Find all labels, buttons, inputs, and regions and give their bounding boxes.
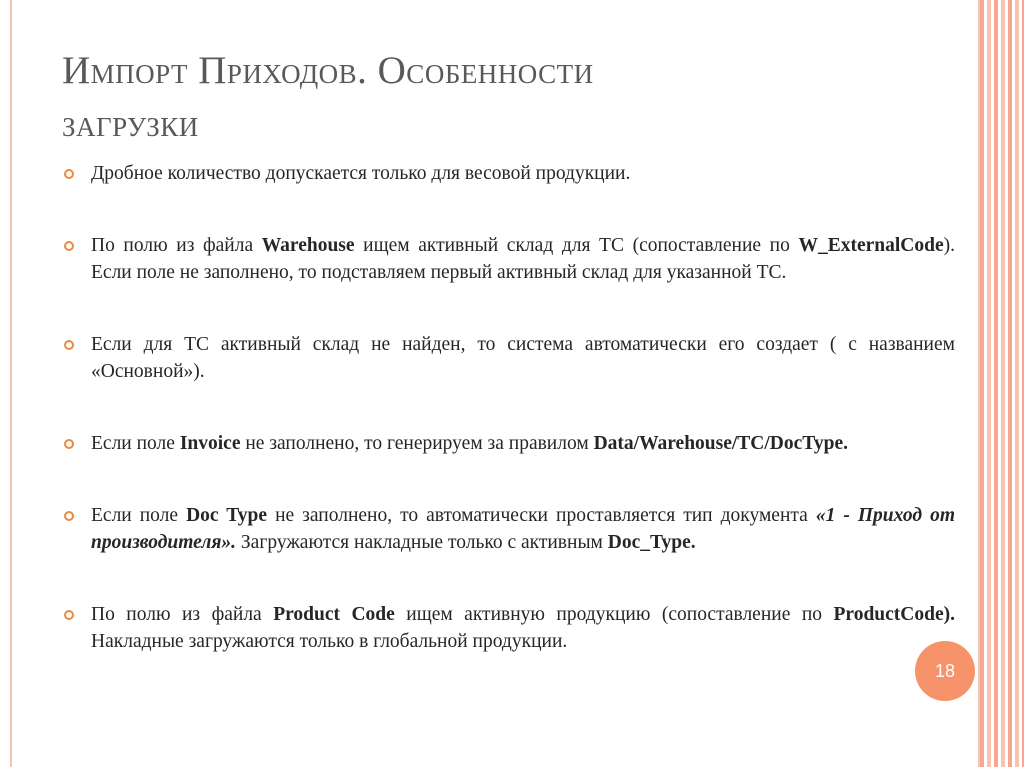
bullet-item-4 xyxy=(62,430,955,457)
bullet-4-text-b: не заполнено, то генерируем за правилом xyxy=(240,433,594,454)
bullet-circle-icon xyxy=(64,340,74,350)
slide-title xyxy=(62,44,922,150)
bullet-5-field-doc-type: Doc Type xyxy=(186,505,268,526)
bullet-5-field-doc-type-2: Doc_Type. xyxy=(607,532,696,553)
bullet-4-text-a: Если поле xyxy=(91,433,180,454)
title-line-1: Импорт Приходов. Особенности xyxy=(62,49,594,92)
bullet-4-rule: Data/Warehouse/TC/DocType. xyxy=(593,433,848,454)
bullet-circle-icon xyxy=(64,610,74,620)
bullet-list xyxy=(62,160,955,655)
bullet-2-text-c: ). Если поле не заполнено, то подставляем первый активный склад для указанной ТС. xyxy=(91,235,955,283)
bullet-item-1 xyxy=(62,160,955,187)
bullet-item-3 xyxy=(62,331,955,385)
bullet-3-text: Если для ТС активный склад не найден, то система автоматически его создает ( с названием «Основной»). xyxy=(91,334,955,382)
bullet-5-text-a: Если поле xyxy=(91,505,187,526)
bullet-item-5 xyxy=(62,502,955,556)
bullet-6-field-productcode: ProductCode). xyxy=(833,604,955,625)
bullet-circle-icon xyxy=(64,439,74,449)
bullet-6-field-product-code: Product Code xyxy=(273,604,395,625)
bullet-2-field-warehouse: Warehouse xyxy=(261,235,355,256)
decorative-stripes xyxy=(980,0,1024,767)
bullet-1-text: Дробное количество допускается только для весовой продукции. xyxy=(91,163,631,184)
bullet-6-text-a: По полю из файла xyxy=(91,604,274,625)
bullet-6-text-b: ищем активную продукцию (сопоставление по xyxy=(394,604,834,625)
bullet-circle-icon xyxy=(64,511,74,521)
bullet-5-text-c: Загружаются накладные только с активным xyxy=(236,532,608,553)
bullet-2-text-a: По полю из файла xyxy=(91,235,262,256)
bullet-5-doc-type-value: «1 - Приход от производителя». xyxy=(91,505,955,553)
bullet-2-text-b: ищем активный склад для ТС (сопоставление по xyxy=(354,235,799,256)
page-number-badge: 18 xyxy=(915,641,975,701)
bullet-2-field-external-code: W_ExternalCode xyxy=(798,235,944,256)
title-line-2: загрузки xyxy=(62,102,199,145)
bullet-item-6 xyxy=(62,601,955,655)
bullet-6-text-c: Накладные загружаются только в глобальной продукции. xyxy=(91,631,568,652)
bullet-item-2 xyxy=(62,232,955,286)
bullet-4-field-invoice: Invoice xyxy=(179,433,241,454)
bullet-5-text-b: не заполнено, то автоматически проставляется тип документа xyxy=(267,505,816,526)
bullet-circle-icon xyxy=(64,241,74,251)
bullet-circle-icon xyxy=(64,169,74,179)
